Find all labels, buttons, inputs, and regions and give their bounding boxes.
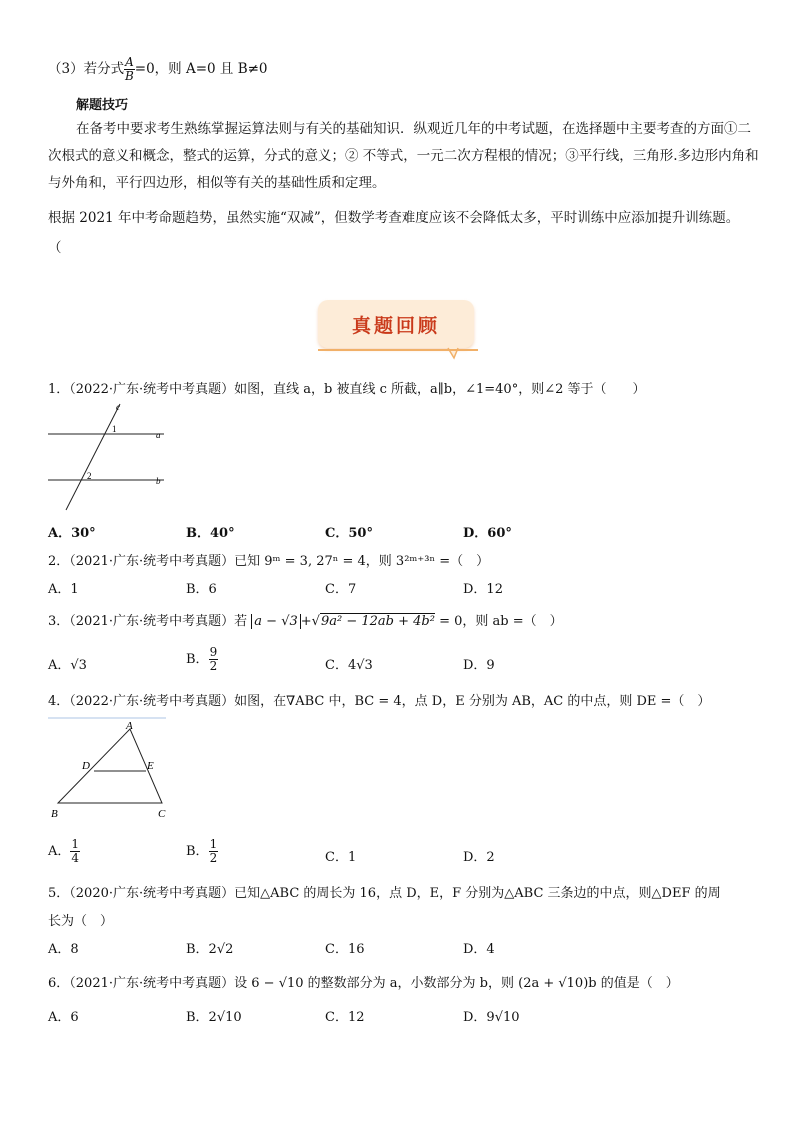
tips-paragraph-1: 在备考中要求考生熟练掌握运算法则与有关的基础知识．纵观近几年的中考试题，在选择题中主要考查的方面①二次根式的意义和概念，整式的运算，分式的意义；② 不等式，一元二次方程根的情况；③平行线，三角形.多边形内角和与外角和，平行四边形，相似等有关的基础性质和定理。 bbox=[48, 121, 759, 191]
q3-option-d[interactable]: D．9 bbox=[463, 658, 495, 673]
q6-text: 设 6 − √10 的整数部分为 a，小数部分为 b，则 (2a + √10)b 的值是（ ） bbox=[234, 976, 679, 991]
q6-option-c[interactable]: C．12 bbox=[325, 1010, 365, 1025]
q4-figure-triangle bbox=[46, 715, 176, 825]
label-b: b bbox=[156, 476, 161, 486]
q6-source: （2021·广东·统考中考真题） bbox=[69, 976, 235, 991]
q1-option-d[interactable]: D．60° bbox=[463, 526, 512, 541]
q2-option-b[interactable]: B．6 bbox=[186, 582, 217, 597]
q5-source: （2020·广东·统考中考真题） bbox=[69, 886, 235, 901]
question-5 bbox=[48, 882, 721, 901]
q5-option-b[interactable]: B．2√2 bbox=[186, 942, 234, 957]
stray-paren: （ bbox=[48, 240, 62, 256]
q3-abs-expression: a − √3 bbox=[251, 614, 300, 629]
label-E: E bbox=[147, 760, 154, 772]
frac-denominator: 2 bbox=[209, 851, 218, 865]
q3-number: 3． bbox=[48, 614, 70, 629]
q4-text: 如图，在∇ABC 中，BC = 4，点 D，E 分别为 AB，AC 的中点，则 DE =（ ） bbox=[234, 694, 711, 709]
label-C: C bbox=[158, 808, 166, 820]
q3-source: （2021·广东·统考中考真题） bbox=[69, 614, 235, 629]
label-A: A bbox=[126, 720, 133, 732]
q2-text: 已知 9ᵐ = 3, 27ⁿ = 4，则 3²ᵐ⁺³ⁿ =（ ） bbox=[234, 554, 490, 569]
question-6 bbox=[48, 972, 679, 991]
frac-numerator: 1 bbox=[71, 837, 80, 851]
q2-option-d[interactable]: D．12 bbox=[463, 582, 503, 597]
q5-number: 5． bbox=[48, 886, 70, 901]
q3-text-prefix: 若 bbox=[234, 614, 248, 629]
q4-option-b-fraction bbox=[209, 838, 219, 865]
q2-source: （2021·广东·统考中考真题） bbox=[69, 554, 235, 569]
label-angle-2: 2 bbox=[87, 471, 92, 481]
q3-sqrt-expression: 9a² − 12ab + 4b² bbox=[320, 614, 435, 629]
section-banner-title: 真题回顾 bbox=[351, 315, 440, 337]
q3-option-b-letter: B． bbox=[186, 652, 209, 667]
q6-option-d[interactable]: D．9√10 bbox=[463, 1010, 520, 1025]
sqrt-icon: √ bbox=[311, 614, 320, 629]
q3-text-suffix: = 0，则 ab =（ ） bbox=[439, 614, 563, 629]
q4-option-b-letter: B． bbox=[186, 844, 209, 859]
q4-option-a[interactable] bbox=[48, 838, 80, 865]
q4-number: 4． bbox=[48, 694, 70, 709]
q1-source: （2022·广东·统考中考真题） bbox=[69, 382, 235, 397]
q4-option-d[interactable]: D．2 bbox=[463, 850, 495, 865]
q4-source: （2022·广东·统考中考真题） bbox=[69, 694, 235, 709]
q6-option-a[interactable]: A．6 bbox=[48, 1010, 79, 1025]
q1-option-b[interactable]: B．40° bbox=[186, 526, 235, 541]
q3-option-b[interactable] bbox=[186, 646, 218, 673]
intro-item3-prefix: （3）若分式 bbox=[48, 61, 125, 77]
q1-option-a[interactable]: A．30° bbox=[48, 526, 96, 541]
question-4 bbox=[48, 690, 710, 709]
q5-option-c[interactable]: C．16 bbox=[325, 942, 365, 957]
line-c bbox=[66, 404, 120, 510]
q4-option-a-fraction bbox=[70, 838, 80, 865]
q3-option-c[interactable]: C．4√3 bbox=[325, 658, 373, 673]
q4-option-b[interactable] bbox=[186, 838, 218, 865]
question-1 bbox=[48, 378, 646, 397]
q3-option-a[interactable]: A．√3 bbox=[48, 658, 87, 673]
q2-option-c[interactable]: C．7 bbox=[325, 582, 357, 597]
frac-denominator: B bbox=[125, 69, 134, 83]
q4-option-a-letter: A． bbox=[48, 844, 71, 859]
question-2 bbox=[48, 550, 489, 569]
q2-number: 2． bbox=[48, 554, 70, 569]
q5-text-line2: 长为（ ） bbox=[48, 914, 114, 929]
q1-figure-parallel-lines bbox=[46, 398, 176, 516]
label-angle-1: 1 bbox=[112, 424, 117, 434]
intro-item3 bbox=[48, 56, 268, 83]
frac-denominator: 2 bbox=[209, 659, 218, 673]
label-B: B bbox=[51, 808, 58, 820]
q1-text: 如图，直线 a，b 被直线 c 所截，a∥b，∠1=40°，则∠2 等于（ ） bbox=[234, 382, 646, 397]
q5-option-a[interactable]: A．8 bbox=[48, 942, 79, 957]
frac-denominator: 4 bbox=[71, 851, 80, 865]
question-3 bbox=[48, 610, 563, 629]
q3-option-b-fraction bbox=[209, 646, 219, 673]
q6-number: 6． bbox=[48, 976, 70, 991]
label-c: c bbox=[116, 402, 120, 412]
q3-plus: + bbox=[300, 614, 312, 629]
label-a: a bbox=[156, 430, 161, 440]
frac-numerator: A bbox=[125, 55, 134, 69]
section-banner bbox=[318, 300, 474, 348]
frac-numerator: 9 bbox=[209, 645, 218, 659]
frac-numerator: 1 bbox=[209, 837, 218, 851]
fraction-a-over-b bbox=[124, 56, 135, 83]
q6-option-b[interactable]: B．2√10 bbox=[186, 1010, 242, 1025]
tips-paragraph-2: 根据 2021 年中考命题趋势，虽然实施“双减”，但数学考查难度应该不会降低太多，平时训练中应添加提升训练题。 bbox=[48, 210, 740, 226]
q5-option-d[interactable]: D．4 bbox=[463, 942, 495, 957]
q1-option-c[interactable]: C．50° bbox=[325, 526, 373, 541]
tips-heading: 解题技巧 bbox=[76, 98, 129, 113]
q1-number: 1． bbox=[48, 382, 70, 397]
q2-option-a[interactable]: A．1 bbox=[48, 582, 79, 597]
banner-underline bbox=[318, 349, 478, 351]
q5-text-line1: 已知△ABC 的周长为 16，点 D，E，F 分别为△ABC 三条边的中点，则△DEF 的周 bbox=[234, 886, 721, 901]
intro-item3-suffix: =0，则 A=0 且 B≠0 bbox=[134, 61, 268, 77]
q4-option-c[interactable]: C．1 bbox=[325, 850, 357, 865]
label-D: D bbox=[82, 760, 90, 772]
